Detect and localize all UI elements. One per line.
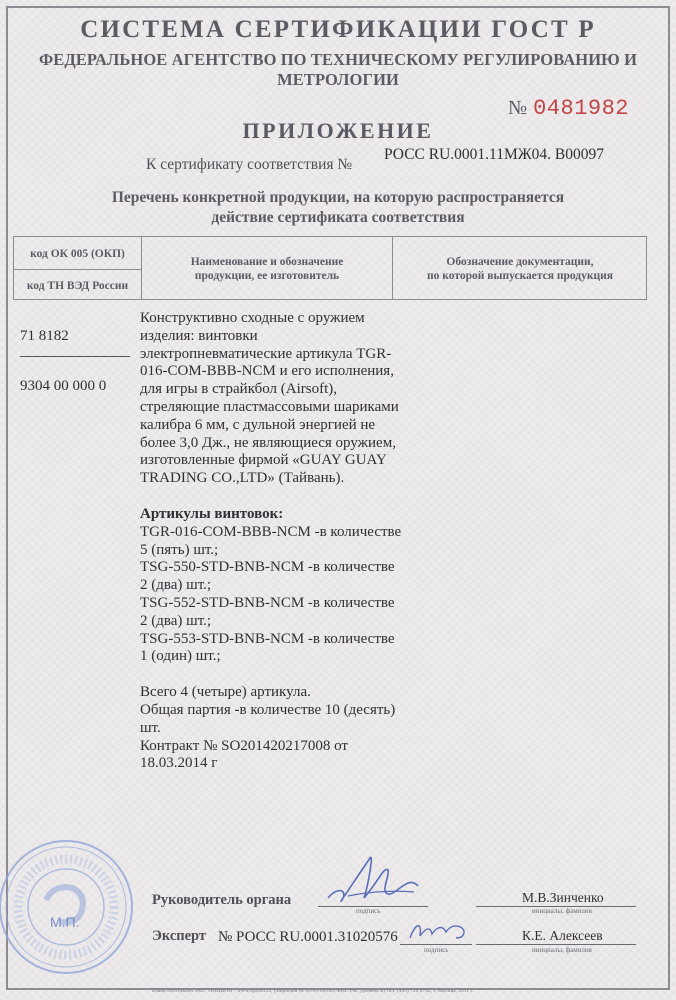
description-line: Конструктивно сходные с оружием [140, 310, 365, 326]
product-description [140, 310, 406, 773]
description-line: TRADING CO.,LTD» (Тайвань). [140, 470, 345, 487]
expert-name-caption: инициалы, фамилия [532, 946, 592, 954]
description-line: 016-COM-BBB-NCM и его исполнения, [140, 363, 394, 380]
article-line: 2 (два) шт.; [140, 612, 212, 629]
list-heading-line1: Перечень конкретной продукции, на которую распространяется [111, 189, 565, 206]
list-heading [0, 188, 676, 228]
article-line: 1 (один) шт.; [140, 648, 221, 665]
summary-line: Общая партия -в количестве 10 (десять) [140, 701, 396, 718]
form-footer: Бланк изготовлен ЗАО "ОПЦИОН", www.opcion.ru, (лицензия № 05-05-09/003 ФНС РФ, уровень Б) тел. (495) 726 4742, г. Москва, 2011 г. [152, 988, 474, 994]
expert-name-line [476, 944, 636, 945]
list-heading-line2: действие сертификата соответствия [211, 209, 465, 226]
article-line: 2 (два) шт.; [140, 577, 212, 594]
article-line: TSG-552-STD-BNB-NCM -в количестве [140, 594, 395, 611]
expert-signature-caption: подпись [424, 946, 449, 954]
summary-line: 18.03.2014 г [140, 755, 218, 772]
header-okp: код ОК 005 (ОКП) [30, 248, 125, 260]
cert-label: К сертификату соответствия № [146, 156, 353, 173]
certification-seal [0, 832, 144, 982]
summary-line: Контракт № SO201420217008 от [140, 737, 348, 754]
head-label: Руководитель органа [152, 892, 292, 908]
header-doc-line1: Обозначение документации, [446, 256, 594, 268]
header-documentation [393, 255, 647, 283]
summary-line: Всего 4 (четыре) артикула. [140, 684, 311, 701]
description-line: электропневматические артикула TGR- [140, 345, 392, 362]
header-product [142, 255, 392, 283]
expert-name: К.Е. Алексеев [522, 928, 603, 943]
description-line: изделия: винтовки [140, 327, 258, 344]
tnved-code: 9304 00 000 0 [20, 378, 107, 394]
appendix-title: ПРИЛОЖЕНИЕ [242, 118, 434, 143]
article-line: TSG-553-STD-BNB-NCM -в количестве [140, 630, 395, 647]
number-sign: № [508, 97, 528, 119]
article-line: TGR-016-COM-BBB-NCM -в количестве [140, 523, 402, 540]
system-title: СИСТЕМА СЕРТИФИКАЦИИ ГОСТ Р [80, 16, 596, 43]
expert-registration-number: № РОСС RU.0001.31020576 [218, 929, 398, 945]
stamp-label: М.П. [50, 914, 80, 930]
head-signature-caption: подпись [356, 907, 381, 915]
expert-label: Эксперт [152, 928, 207, 944]
articles-heading: Артикулы винтовок: [140, 505, 284, 522]
okp-code: 71 8182 [20, 328, 69, 344]
description-line: для игры в страйкбол (Airsoft), [140, 381, 338, 398]
head-signature [318, 846, 428, 916]
header-doc-line2: по которой выпускается продукция [427, 270, 613, 282]
row-divider [14, 269, 141, 270]
head-name: М.В.Зинченко [522, 890, 604, 905]
article-line: 5 (пять) шт.; [140, 541, 219, 558]
code-divider [20, 356, 130, 357]
serial-number: 0481982 [533, 96, 630, 121]
head-name-caption: инициалы, фамилия [532, 907, 592, 915]
products-table-header [13, 236, 647, 300]
description-line: калибра 6 мм, с дульной энергией не [140, 416, 376, 433]
header-product-line1: Наименование и обозначение [190, 256, 344, 268]
expert-signature [406, 914, 472, 948]
summary-line: шт. [140, 719, 161, 736]
description-line: стреляющие пластмассовыми шариками [140, 398, 399, 415]
header-tnved: код ТН ВЭД России [26, 280, 129, 292]
description-line: более 3,0 Дж., не являющиеся оружием, [140, 434, 396, 451]
cert-number: РОСС RU.0001.11МЖ04. В00097 [384, 146, 604, 163]
agency-title: ФЕДЕРАЛЬНОЕ АГЕНТСТВО ПО ТЕХНИЧЕСКОМУ РЕГУЛИРОВАНИЮ И МЕТРОЛОГИИ [38, 50, 638, 89]
header-product-line2: продукции, ее изготовитель [194, 270, 340, 282]
article-line: TSG-550-STD-BNB-NCM -в количестве [140, 559, 395, 576]
description-line: изготовленные фирмой «GUAY GUAY [140, 452, 387, 469]
